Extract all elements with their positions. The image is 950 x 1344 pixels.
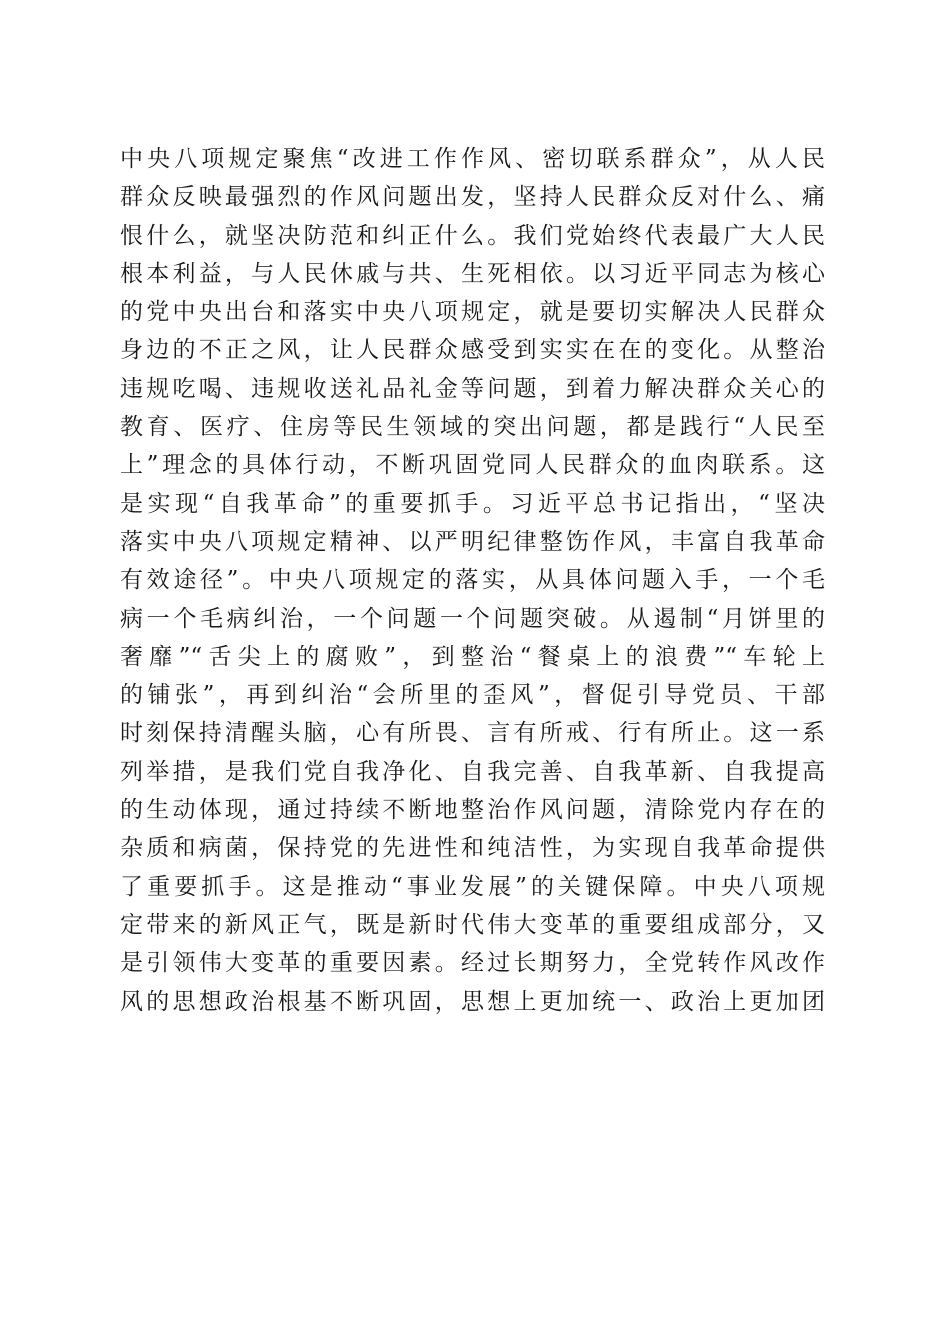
text-line: 根本利益，与人民休戚与共、生死相依。以习近平同志为核心 [120,260,825,287]
text-line: 上”理念的具体行动，不断巩固党同人民群众的血肉联系。这 [120,452,825,479]
text-line: 恨什么，就坚决防范和纠正什么。我们党始终代表最广大人民 [120,222,825,249]
body-paragraph [120,140,825,1021]
text-line: 有效途径”。中央八项规定的落实，从具体问题入手，一个毛 [120,567,825,594]
text-line: 身边的不正之风，让人民群众感受到实实在在的变化。从整治 [120,337,825,364]
text-line: 教育、医疗、住房等民生领域的突出问题，都是践行“人民至 [120,414,825,441]
text-line: 违规吃喝、违规收送礼品礼金等问题，到着力解决群众关心的 [120,375,825,402]
text-line: 时刻保持清醒头脑，心有所畏、言有所戒、行有所止。这一系 [120,720,825,747]
text-line: 列举措，是我们党自我净化、自我完善、自我革新、自我提高 [120,758,825,785]
text-line: 中央八项规定聚焦“改进工作作风、密切联系群众”，从人民 [120,146,825,172]
text-line: 奢靡”“舌尖上的腐败”，到整治“餐桌上的浪费”“车轮上 [120,643,825,670]
text-line: 落实中央八项规定精神、以严明纪律整饬作风，丰富自我革命 [120,528,825,555]
text-line: 了重要抓手。这是推动“事业发展”的关键保障。中央八项规 [120,873,825,900]
text-line: 的生动体现，通过持续不断地整治作风问题，清除党内存在的 [120,797,825,824]
text-line: 病一个毛病纠治，一个问题一个问题突破。从遏制“月饼里的 [120,605,825,632]
text-line: 定带来的新风正气，既是新时代伟大变革的重要组成部分，又 [120,911,825,938]
text-line: 的铺张”，再到纠治“会所里的歪风”，督促引导党员、干部 [120,682,825,709]
text-line: 是引领伟大变革的重要因素。经过长期努力，全党转作风改作 [120,950,825,977]
text-line: 群众反映最强烈的作风问题出发，坚持人民群众反对什么、痛 [120,184,825,211]
text-line: 风的思想政治根基不断巩固，思想上更加统一、政治上更加团 [120,988,825,1015]
text-line: 杂质和病菌，保持党的先进性和纯洁性，为实现自我革命提供 [120,835,825,862]
text-line: 的党中央出台和落实中央八项规定，就是要切实解决人民群众 [120,299,825,326]
text-line: 是实现“自我革命”的重要抓手。习近平总书记指出，“坚决 [120,490,825,517]
